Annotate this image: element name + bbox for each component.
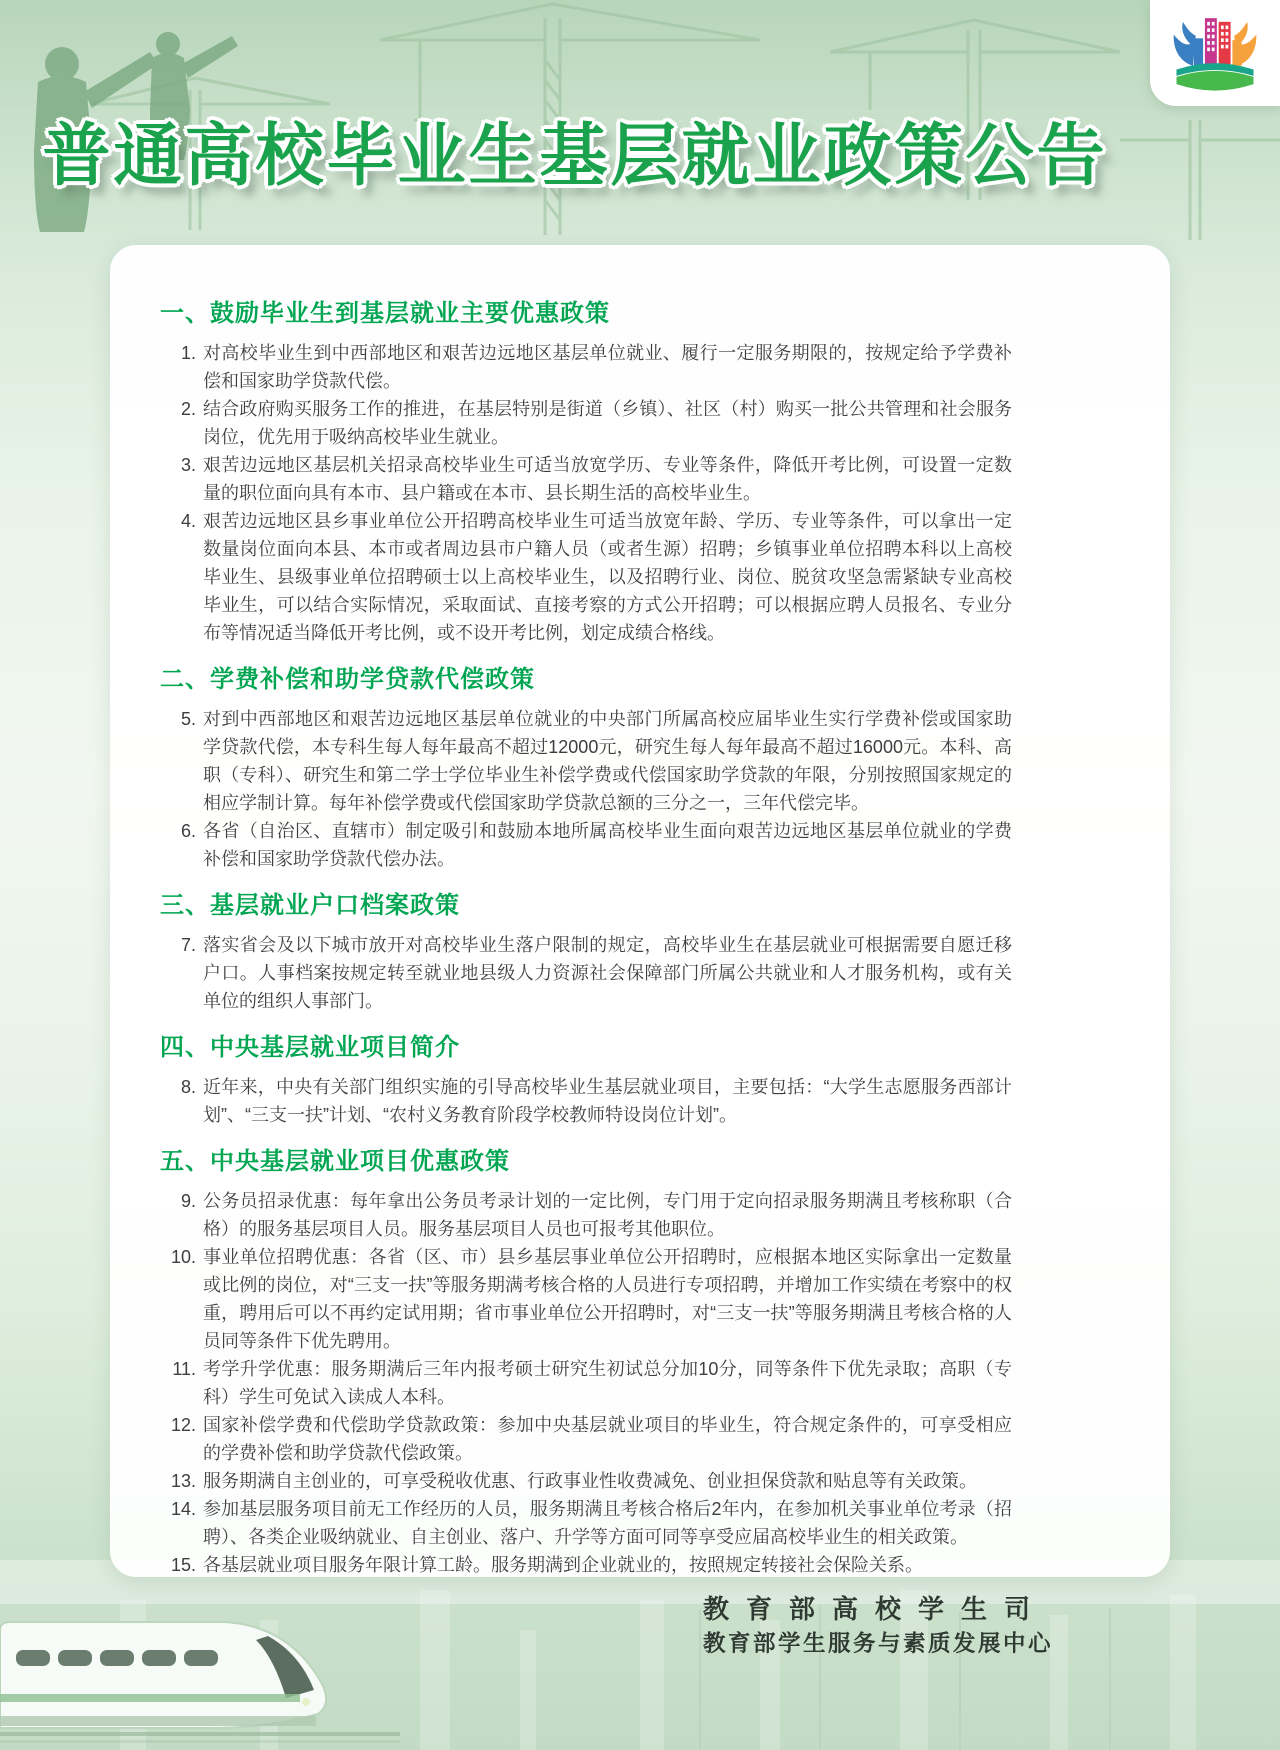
item-number: 1. <box>180 343 196 363</box>
policy-item <box>160 705 1012 817</box>
policy-item <box>160 1243 1012 1355</box>
section-4 <box>160 1031 1012 1129</box>
item-number: 12. <box>170 1415 196 1435</box>
item-text: 对高校毕业生到中西部地区和艰苦边远地区基层单位就业、履行一定服务期限的，按规定给予学费补偿和国家助学贷款代偿。 <box>203 343 1012 391</box>
policy-item <box>160 1411 1012 1467</box>
policy-item <box>160 1355 1012 1411</box>
policy-item <box>160 1551 1012 1579</box>
item-number: 13. <box>170 1471 196 1491</box>
policy-item <box>160 1467 1012 1495</box>
item-number: 8. <box>180 1077 196 1097</box>
item-text: 各省（自治区、直辖市）制定吸引和鼓励本地所属高校毕业生面向艰苦边远地区基层单位就业的学费补偿和国家助学贷款代偿办法。 <box>203 821 1012 869</box>
section-heading: 三、基层就业户口档案政策 <box>160 892 460 919</box>
section-2 <box>160 663 1012 873</box>
high-speed-train-icon <box>0 1598 400 1750</box>
item-number: 6. <box>180 821 196 841</box>
item-text: 国家补偿学费和代偿助学贷款政策：参加中央基层就业项目的毕业生，符合规定条件的，可享受相应的学费补偿和助学贷款代偿政策。 <box>203 1415 1012 1463</box>
footer-org-line2: 教育部学生服务与素质发展中心 <box>703 1631 1054 1656</box>
section-3 <box>160 889 1012 1015</box>
policy-item <box>160 817 1012 873</box>
page-title: 普通高校毕业生基层就业政策公告 <box>42 118 1108 194</box>
item-number: 14. <box>170 1499 196 1519</box>
policy-item <box>160 395 1012 451</box>
city-buildings-with-wings-icon <box>1169 9 1261 97</box>
footer-org-line1: 教育部高校学生司 <box>703 1594 1048 1624</box>
policy-item <box>160 1187 1012 1243</box>
item-number: 3. <box>180 455 196 475</box>
content-card <box>110 245 1170 1577</box>
item-number: 10. <box>170 1247 196 1267</box>
item-text: 近年来，中央有关部门组织实施的引导高校毕业生基层就业项目，主要包括：“大学生志愿服务西部计划”、“三支一扶”计划、“农村义务教育阶段学校教师特设岗位计划”。 <box>203 1077 1012 1125</box>
item-text: 对到中西部地区和艰苦边远地区基层单位就业的中央部门所属高校应届毕业生实行学费补偿或国家助学贷款代偿，本专科生每人每年最高不超过12000元，研究生每人每年最高不超过16000元。本科、高职（专科）、研究生和第二学士学位毕业生补偿学费或代偿国家助学贷款的年限，分别按照国家规定的相应学制计算。每年补偿学费或代偿国家助学贷款总额的三分之一，三年代偿完毕。 <box>203 709 1012 813</box>
policy-item <box>160 507 1012 647</box>
logo-card <box>1150 0 1280 106</box>
footer <box>703 1592 1053 1659</box>
item-text: 各基层就业项目服务年限计算工龄。服务期满到企业就业的，按照规定转接社会保险关系。 <box>203 1555 923 1575</box>
policy-item <box>160 931 1012 1015</box>
item-number: 11. <box>172 1359 196 1379</box>
section-heading: 五、中央基层就业项目优惠政策 <box>160 1148 510 1175</box>
item-text: 事业单位招聘优惠：各省（区、市）县乡基层事业单位公开招聘时，应根据本地区实际拿出一定数量或比例的岗位，对“三支一扶”等服务期满考核合格的人员进行专项招聘，并增加工作实绩在考察中的权重，聘用后可以不再约定试用期；省市事业单位公开招聘时，对“三支一扶”等服务期满且考核合格的人员同等条件下优先聘用。 <box>203 1247 1012 1351</box>
item-text: 服务期满自主创业的，可享受税收优惠、行政事业性收费减免、创业担保贷款和贴息等有关政策。 <box>203 1471 977 1491</box>
item-number: 4. <box>180 511 196 531</box>
item-number: 15. <box>170 1555 196 1575</box>
section-1 <box>160 297 1012 647</box>
policy-item <box>160 1495 1012 1551</box>
item-text: 艰苦边远地区基层机关招录高校毕业生可适当放宽学历、专业等条件，降低开考比例，可设置一定数量的职位面向具有本市、县户籍或在本市、县长期生活的高校毕业生。 <box>203 455 1012 503</box>
section-heading: 一、鼓励毕业生到基层就业主要优惠政策 <box>160 300 610 327</box>
item-text: 艰苦边远地区县乡事业单位公开招聘高校毕业生可适当放宽年龄、学历、专业等条件，可以拿出一定数量岗位面向本县、本市或者周边县市户籍人员（或者生源）招聘；乡镇事业单位招聘本科以上高校毕业生、县级事业单位招聘硕士以上高校毕业生，以及招聘行业、岗位、脱贫攻坚急需紧缺专业高校毕业生，可以结合实际情况，采取面试、直接考察的方式公开招聘；可以根据应聘人员报名、专业分布等情况适当降低开考比例，或不设开考比例，划定成绩合格线。 <box>203 511 1012 643</box>
item-text: 落实省会及以下城市放开对高校毕业生落户限制的规定，高校毕业生在基层就业可根据需要自愿迁移户口。人事档案按规定转至就业地县级人力资源社会保障部门所属公共就业和人才服务机构，或有关单位的组织人事部门。 <box>203 935 1012 1011</box>
section-5 <box>160 1145 1012 1579</box>
item-text: 参加基层服务项目前无工作经历的人员，服务期满且考核合格后2年内，在参加机关事业单位考录（招聘）、各类企业吸纳就业、自主创业、落户、升学等方面可同等享受应届高校毕业生的相关政策。 <box>203 1499 1012 1547</box>
item-text: 考学升学优惠：服务期满后三年内报考硕士研究生初试总分加10分，同等条件下优先录取；高职（专科）学生可免试入读成人本科。 <box>203 1359 1012 1407</box>
item-number: 2. <box>180 399 196 419</box>
section-heading: 四、中央基层就业项目简介 <box>160 1034 460 1061</box>
section-heading: 二、学费补偿和助学贷款代偿政策 <box>160 666 535 693</box>
item-number: 7. <box>180 935 196 955</box>
policy-item <box>160 1073 1012 1129</box>
policy-item <box>160 339 1012 395</box>
item-text: 公务员招录优惠：每年拿出公务员考录计划的一定比例，专门用于定向招录服务期满且考核称职（合格）的服务基层项目人员。服务基层项目人员也可报考其他职位。 <box>203 1191 1012 1239</box>
item-text: 结合政府购买服务工作的推进，在基层特别是街道（乡镇）、社区（村）购买一批公共管理和社会服务岗位，优先用于吸纳高校毕业生就业。 <box>203 399 1012 447</box>
policy-item <box>160 451 1012 507</box>
item-number: 5. <box>180 709 196 729</box>
item-number: 9. <box>180 1191 196 1211</box>
